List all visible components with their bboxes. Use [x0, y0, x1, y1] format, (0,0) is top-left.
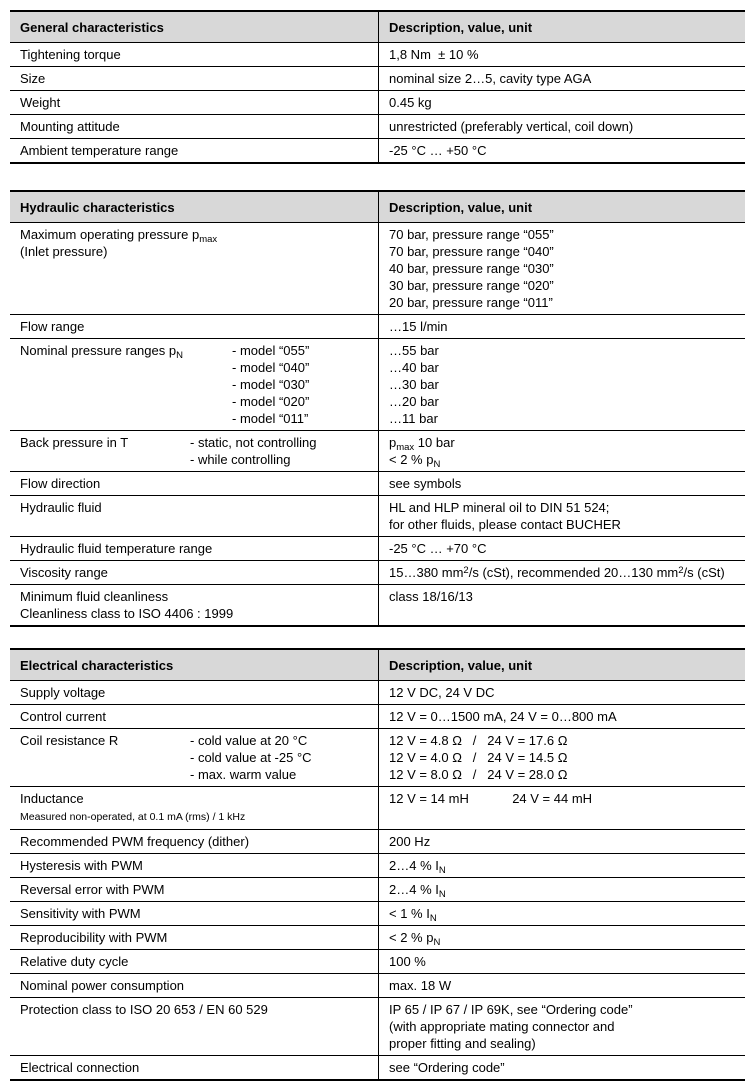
- characteristic-sublabels: - cold value at 20 °C - cold value at -25 °C - max. warm value: [190, 733, 312, 782]
- table-row: [10, 115, 745, 139]
- characteristic-label: Relative duty cycle: [20, 954, 129, 969]
- characteristic-value: nominal size 2…5, cavity type AGA: [378, 67, 745, 90]
- characteristic-note: Measured non-operated, at 0.1 mA (rms) / 1 kHz: [20, 811, 246, 823]
- table-row: [10, 139, 745, 162]
- characteristic-label: Size: [20, 71, 46, 86]
- characteristic-value: see symbols: [378, 472, 745, 495]
- characteristic-value: 1,8 Nm ± 10 %: [378, 43, 745, 66]
- characteristic-label: Minimum fluid cleanliness Cleanliness class to ISO 4406 : 1999: [20, 589, 234, 621]
- characteristic-value: $p_{max}$ 10 bar < 2 % $p_N$: [378, 431, 745, 471]
- characteristic-value: -25 °C … +50 °C: [378, 139, 745, 162]
- table-row: [10, 537, 745, 561]
- characteristic-sublabels: - model “055” - model “040” - model “030” - model “020” - model “011”: [232, 343, 310, 426]
- table-row: [10, 67, 745, 91]
- characteristic-label: Supply voltage: [20, 685, 106, 700]
- table-row: [10, 902, 745, 926]
- table-rows: [10, 43, 745, 162]
- table-row: [10, 561, 745, 585]
- table-row: [10, 339, 745, 431]
- characteristic-value: 12 V DC, 24 V DC: [378, 681, 745, 704]
- table-row: [10, 950, 745, 974]
- table-row: [10, 974, 745, 998]
- characteristic-label: Sensitivity with PWM: [20, 906, 141, 921]
- characteristic-value: 12 V = 14 mH 24 V = 44 mH: [378, 787, 745, 829]
- table-row: [10, 431, 745, 472]
- table-row: [10, 681, 745, 705]
- table-row: [10, 43, 745, 67]
- table-row: [10, 315, 745, 339]
- characteristic-label: Recommended PWM frequency (dither): [20, 834, 250, 849]
- table-row: [10, 878, 745, 902]
- characteristic-value: < 2 % $p_N$: [378, 926, 745, 949]
- characteristic-value: class 18/16/13: [378, 585, 745, 625]
- characteristic-label: Mounting attitude: [20, 119, 120, 134]
- table-row: [10, 472, 745, 496]
- table-row: [10, 1056, 745, 1079]
- characteristic-label: Electrical connection: [20, 1060, 140, 1075]
- characteristic-label: Protection class to ISO 20 653 / EN 60 529: [20, 1002, 268, 1017]
- characteristic-sublabels: - static, not controlling - while controlling: [190, 435, 317, 467]
- characteristic-label: Coil resistance R - cold value at 20 °C - cold value at -25 °C - max. warm value: [20, 733, 312, 782]
- hydraulic-characteristics-table: [10, 190, 745, 627]
- characteristic-value: < 1 % $I_N$: [378, 902, 745, 925]
- table-title: Electrical characteristics: [20, 658, 174, 673]
- table-header-row: [10, 650, 745, 681]
- table-header-row: [10, 12, 745, 43]
- table-row: [10, 998, 745, 1056]
- characteristic-value: 100 %: [378, 950, 745, 973]
- value-column-header: Description, value, unit: [378, 12, 745, 42]
- general-characteristics-table: [10, 10, 745, 164]
- characteristic-label: Weight: [20, 95, 61, 110]
- characteristic-label: Hysteresis with PWM: [20, 858, 143, 873]
- value-column-header: Description, value, unit: [378, 650, 745, 680]
- characteristic-label: Back pressure in T - static, not controlling - while controlling: [20, 435, 317, 467]
- table-rows: [10, 223, 745, 625]
- characteristic-value: 0.45 kg: [378, 91, 745, 114]
- table-row: [10, 223, 745, 315]
- table-row: [10, 787, 745, 830]
- table-rows: [10, 681, 745, 1079]
- characteristic-label: Flow range: [20, 319, 85, 334]
- table-row: [10, 91, 745, 115]
- table-row: [10, 830, 745, 854]
- electrical-characteristics-table: [10, 648, 745, 1081]
- characteristic-value: 15…380 $mm^2/s$ (cSt), recommended 20…130 $mm^2/s$ (cSt): [378, 561, 745, 584]
- characteristic-label: Reproducibility with PWM: [20, 930, 168, 945]
- characteristic-value: -25 °C … +70 °C: [378, 537, 745, 560]
- characteristic-label: Viscosity range: [20, 565, 108, 580]
- characteristic-value: …15 l/min: [378, 315, 745, 338]
- characteristic-label: Inductance Measured non-operated, at 0.1 mA (rms) / 1 kHz: [10, 787, 378, 829]
- characteristic-label: Ambient temperature range: [20, 143, 179, 158]
- characteristic-value: see “Ordering code”: [378, 1056, 745, 1079]
- characteristic-value: 200 Hz: [378, 830, 745, 853]
- table-header-row: [10, 192, 745, 223]
- characteristic-value: HL and HLP mineral oil to DIN 51 524; for other fluids, please contact BUCHER: [378, 496, 745, 536]
- table-row: [10, 496, 745, 537]
- characteristic-value: 12 V = 0…1500 mA, 24 V = 0…800 mA: [378, 705, 745, 728]
- characteristic-value: 2…4 % $I_N$: [378, 878, 745, 901]
- table-title: General characteristics: [20, 20, 164, 35]
- characteristic-value: 12 V = 4.8 Ω / 24 V = 17.6 Ω 12 V = 4.0 Ω / 24 V = 14.5 Ω 12 V = 8.0 Ω / 24 V = 28.0 Ω: [378, 729, 745, 786]
- table-title: Hydraulic characteristics: [20, 200, 175, 215]
- characteristic-label: Hydraulic fluid: [20, 500, 102, 515]
- characteristic-label: Hydraulic fluid temperature range: [20, 541, 213, 556]
- characteristic-label: Flow direction: [20, 476, 101, 491]
- table-row: [10, 585, 745, 625]
- characteristic-value: 2…4 % $I_N$: [378, 854, 745, 877]
- characteristic-label: Control current: [20, 709, 106, 724]
- table-row: [10, 729, 745, 787]
- characteristic-label: Maximum operating pressure $p_{max}$ (Inlet pressure): [20, 227, 218, 259]
- characteristic-label: Reversal error with PWM: [20, 882, 165, 897]
- characteristic-label: Nominal pressure ranges $p_N$ - model “055” - model “040” - model “030” - model “020” - model “011”: [20, 343, 310, 426]
- characteristic-value: unrestricted (preferably vertical, coil down): [378, 115, 745, 138]
- characteristic-value: 70 bar, pressure range “055” 70 bar, pressure range “040” 40 bar, pressure range “030” 30 bar, pressure range “020” 20 bar, pressure range “011”: [378, 223, 745, 314]
- value-column-header: Description, value, unit: [378, 192, 745, 222]
- characteristic-value: IP 65 / IP 67 / IP 69K, see “Ordering code” (with appropriate mating connector and proper fitting and sealing): [378, 998, 745, 1055]
- table-row: [10, 854, 745, 878]
- table-row: [10, 926, 745, 950]
- table-row: [10, 705, 745, 729]
- characteristic-value: max. 18 W: [378, 974, 745, 997]
- characteristic-label: Nominal power consumption: [20, 978, 185, 993]
- characteristic-label: Tightening torque: [20, 47, 121, 62]
- characteristic-value: …55 bar …40 bar …30 bar …20 bar …11 bar: [378, 339, 745, 430]
